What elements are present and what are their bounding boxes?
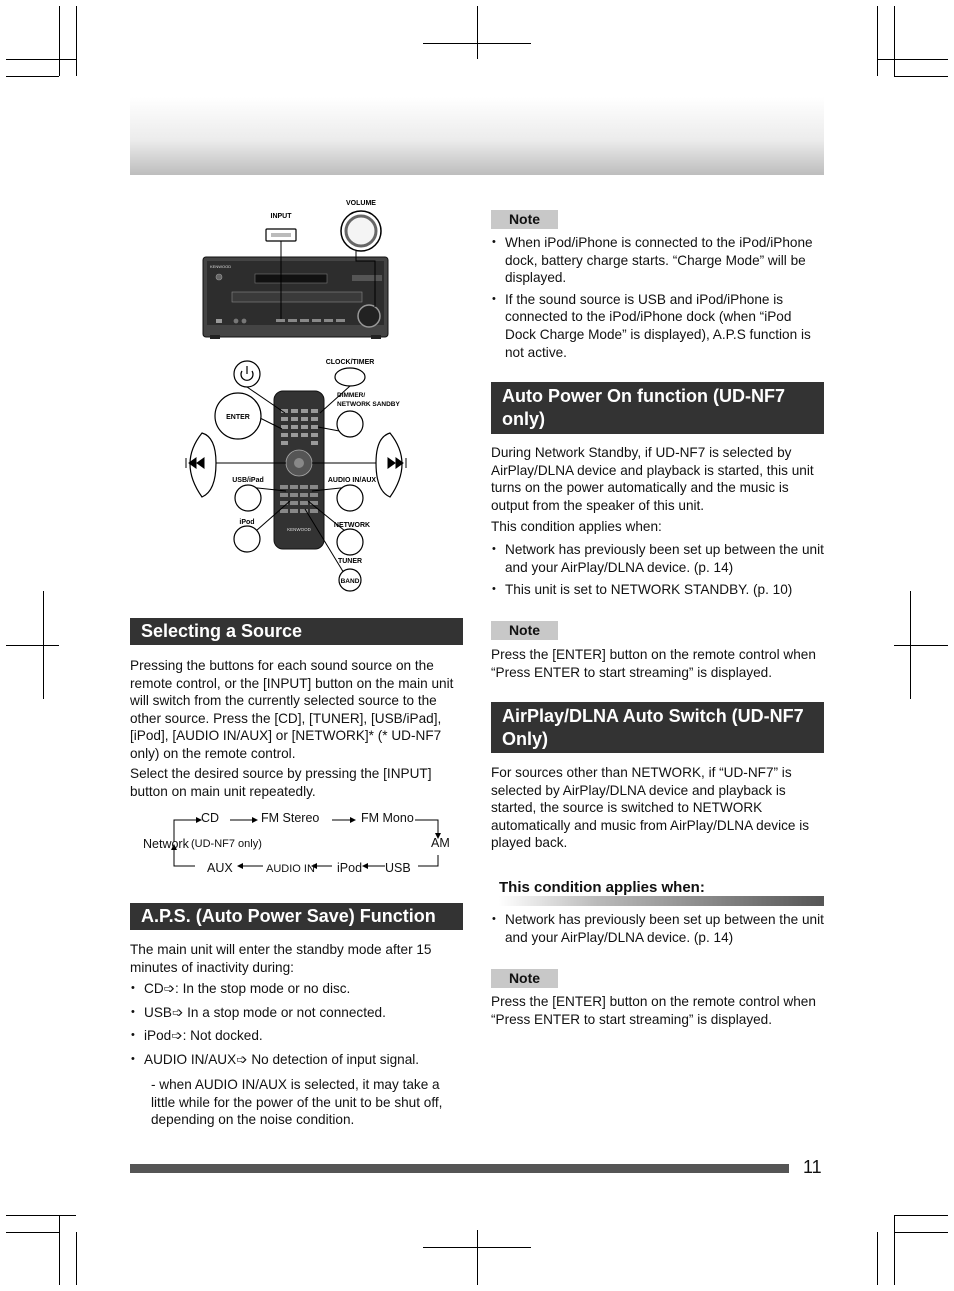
- flow-ipod: iPod: [337, 861, 363, 875]
- flow-network-note: (UD-NF7 only): [191, 838, 262, 850]
- aps-heading: A.P.S. (Auto Power Save) Function: [130, 903, 463, 930]
- crop-mark: [877, 6, 878, 76]
- header-band: [130, 97, 824, 175]
- ipod-label: iPod: [239, 519, 255, 526]
- auto-power-on-heading: Auto Power On function (UD-NF7 only): [491, 382, 824, 434]
- note-label: Note: [491, 969, 558, 988]
- note1-list: [491, 234, 826, 361]
- airplay-para: For sources other than NETWORK, if “UD-NF7” is selected by AirPlay/DLNA device and playback is started, the source is switched to NETWORK automatically and music from AirPlay/DLNA device is played back.: [491, 765, 810, 851]
- selecting-source-para1: Pressing the buttons for each sound source on the remote control, or the [INPUT] button on the main unit will switch from the currently selected source to the other source. Press the [CD], [TUNER], [USB/iPad], [iPod], [AUDIO IN/AUX] or [NETWORK]* (* UD-NF7 only) on the remote control.: [130, 658, 454, 761]
- volume-label: VOLUME: [346, 200, 376, 207]
- clock-timer-button: [335, 368, 365, 386]
- crop-mark: [76, 1232, 77, 1285]
- ipod-button: [234, 526, 260, 552]
- list-item: • USB➩ In a stop mode or not connected.: [130, 1004, 466, 1022]
- flow-audio-in: AUDIO IN: [266, 863, 315, 875]
- page-number: 11: [803, 1157, 822, 1177]
- network-label: NETWORK: [333, 522, 371, 529]
- usb-ipad-button: [235, 485, 261, 511]
- airplay-list: [491, 911, 826, 946]
- crop-mark: [894, 1232, 948, 1233]
- crop-mark: [877, 59, 948, 60]
- crop-mark: [59, 1215, 60, 1285]
- aps-intro: The main unit will enter the standby mode after 15 minutes of inactivity during:: [130, 942, 432, 975]
- crop-mark: [894, 645, 948, 646]
- power-icon: [216, 274, 222, 280]
- list-item: • This unit is set to NETWORK STANDBY. (p. 10): [491, 581, 826, 599]
- crop-mark: [6, 645, 59, 646]
- crop-mark: [6, 59, 76, 60]
- unit-brand-label: KENWOOD: [210, 264, 232, 269]
- footer-bar: [130, 1164, 789, 1173]
- crop-mark: [423, 43, 531, 44]
- previous-icon: [186, 458, 204, 468]
- input-label: INPUT: [270, 213, 292, 220]
- band-label: BAND: [340, 578, 360, 585]
- selecting-source-heading: Selecting a Source: [130, 618, 463, 645]
- flow-fm-stereo: FM Stereo: [261, 811, 320, 825]
- enter-label: ENTER: [226, 414, 250, 421]
- flow-am: AM: [431, 836, 450, 850]
- note2-text: Press the [ENTER] button on the remote control when “Press ENTER to start streaming” is displayed.: [491, 647, 816, 680]
- condition-heading: This condition applies when:: [499, 879, 705, 896]
- auto-power-on-para2: This condition applies when:: [491, 519, 662, 534]
- next-icon: [388, 458, 406, 468]
- note-label: Note: [491, 621, 558, 640]
- crop-mark: [76, 6, 77, 76]
- crop-mark: [477, 1230, 478, 1285]
- crop-mark: [894, 76, 948, 77]
- aps-list: [130, 980, 466, 1068]
- crop-mark: [877, 1232, 878, 1285]
- list-item: • AUDIO IN/AUX➩ No detection of input signal.: [130, 1051, 466, 1069]
- auto-power-on-list: [491, 541, 826, 599]
- aps-subnote: - when AUDIO IN/AUX is selected, it may take a little while for the power of the unit to be shut off, depending on the noise condition.: [151, 1077, 443, 1128]
- crop-mark: [477, 6, 478, 59]
- crop-mark: [6, 1232, 59, 1233]
- flow-network: Network: [143, 837, 189, 851]
- selecting-source-para2: Select the desired source by pressing the [INPUT] button on main unit repeatedly.: [130, 766, 432, 799]
- unit-volume-knob: [358, 305, 380, 327]
- list-item: • Network has previously been set up between the unit and your AirPlay/DLNA device. (p. 14): [491, 911, 826, 946]
- flow-cd: CD: [201, 811, 220, 825]
- crop-mark: [894, 1215, 948, 1216]
- usb-ipad-label: USB/iPad: [232, 477, 264, 484]
- condition-heading-rule: [499, 896, 824, 906]
- list-item: • CD➩: In the stop mode or no disc.: [130, 980, 466, 998]
- crop-mark: [423, 1247, 531, 1248]
- crop-mark: [894, 1215, 895, 1285]
- audio-in-aux-label: AUDIO IN/AUX: [327, 477, 377, 484]
- network-button: [337, 529, 363, 555]
- list-item: • If the sound source is USB and iPod/iPhone is connected to the iPod/iPhone dock (when “iPod Dock Charge Mode” is displayed), A.P.S function is not active.: [491, 291, 826, 361]
- note-label: Note: [491, 210, 558, 229]
- flow-aux: AUX: [207, 861, 233, 875]
- list-item: • iPod➩: Not docked.: [130, 1027, 466, 1045]
- tuner-label: TUNER: [337, 558, 363, 565]
- clock-timer-label: CLOCK/TIMER: [325, 359, 375, 366]
- crop-mark: [894, 6, 895, 76]
- dimmer-button: [337, 411, 363, 437]
- audio-in-aux-button: [337, 485, 363, 511]
- flow-fm-mono: FM Mono: [361, 811, 414, 825]
- list-item: • When iPod/iPhone is connected to the iPod/iPhone dock, battery charge starts. “Charge Mode” will be displayed.: [491, 234, 826, 287]
- auto-power-on-para1: During Network Standby, if UD-NF7 is selected by AirPlay/DLNA device and playback is started, this unit turns on the power automatically and the music is output from the speaker of this unit.: [491, 445, 814, 513]
- list-item: • Network has previously been set up between the unit and your AirPlay/DLNA device. (p. 14): [491, 541, 826, 576]
- crop-mark: [59, 6, 60, 76]
- crop-mark: [6, 76, 59, 77]
- unit-remote-diagram: [180, 195, 415, 595]
- note3-text: Press the [ENTER] button on the remote control when “Press ENTER to start streaming” is displayed.: [491, 994, 816, 1027]
- flow-usb: USB: [385, 861, 411, 875]
- remote-brand-label: KENWOOD: [287, 527, 311, 532]
- crop-mark: [6, 1215, 76, 1216]
- airplay-heading: AirPlay/DLNA Auto Switch (UD-NF7 Only): [491, 702, 824, 753]
- network-standby-label: NETWORK SANDBY: [337, 401, 400, 408]
- dimmer-label: DIMMER/: [337, 392, 366, 399]
